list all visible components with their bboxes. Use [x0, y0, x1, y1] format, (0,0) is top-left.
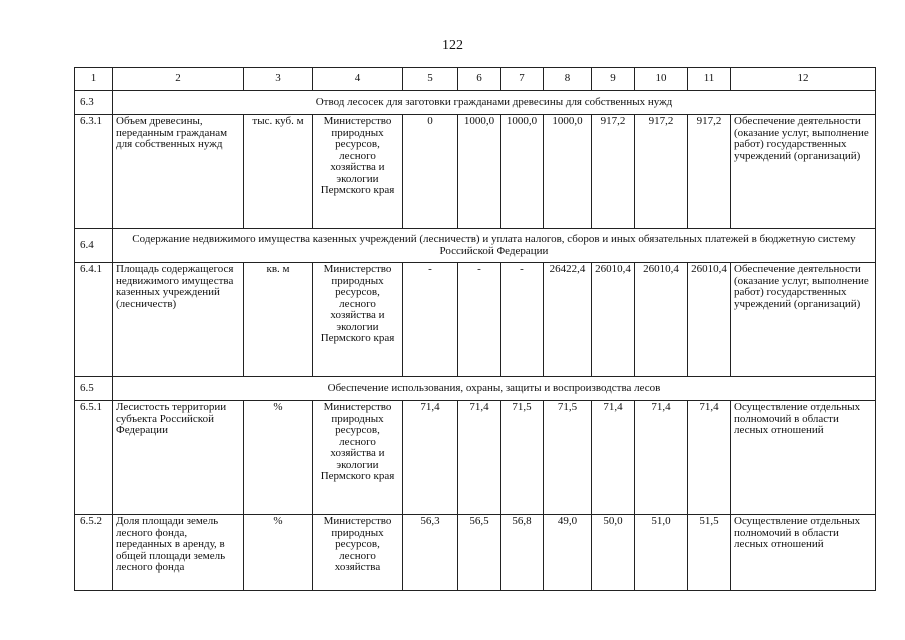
unit-cell: % — [244, 515, 313, 591]
table-row — [75, 115, 876, 229]
value-cell: 56,5 — [458, 515, 501, 591]
column-header: 10 — [635, 68, 688, 91]
purpose-cell: Обеспечение деятельности (оказание услуг, выполнение работ) государственных учреждений (организаций) — [731, 115, 876, 229]
value-cell: 71,5 — [544, 401, 592, 515]
value-cell: 71,4 — [458, 401, 501, 515]
section-row — [75, 91, 876, 115]
value-cell: 1000,0 — [458, 115, 501, 229]
purpose-cell: Обеспечение деятельности (оказание услуг, выполнение работ) государственных учреждений (организаций) — [731, 263, 876, 377]
column-number-row — [75, 68, 876, 91]
value-cell: 71,4 — [403, 401, 458, 515]
table-row — [75, 263, 876, 377]
section-title: Обеспечение использования, охраны, защиты и воспроизводства лесов — [113, 377, 876, 401]
value-cell: - — [403, 263, 458, 377]
column-header: 12 — [731, 68, 876, 91]
indicator-cell: Площадь содержащегося недвижимого имущества казенных учреждений (лесничеств) — [113, 263, 244, 377]
section-code: 6.3 — [75, 91, 113, 115]
row-code: 6.5.2 — [75, 515, 113, 591]
value-cell: 71,4 — [688, 401, 731, 515]
section-code: 6.4 — [75, 229, 113, 263]
column-header: 8 — [544, 68, 592, 91]
value-cell: 917,2 — [592, 115, 635, 229]
value-cell: 26010,4 — [592, 263, 635, 377]
indicators-table — [74, 67, 876, 591]
value-cell: 56,8 — [501, 515, 544, 591]
indicator-cell: Доля площади земель лесного фонда, переданных в аренду, в общей площади земель лесного фонда — [113, 515, 244, 591]
table-row — [75, 515, 876, 591]
column-header: 2 — [113, 68, 244, 91]
value-cell: - — [501, 263, 544, 377]
value-cell: 50,0 — [592, 515, 635, 591]
value-cell: 1000,0 — [501, 115, 544, 229]
purpose-cell: Осуществление отдельных полномочий в области лесных отношений — [731, 401, 876, 515]
section-code: 6.5 — [75, 377, 113, 401]
section-title: Содержание недвижимого имущества казенных учреждений (лесничеств) и уплата налогов, сборов и иных обязательных платежей в бюджетную систему Российской Федерации — [113, 229, 876, 263]
executor-cell: Министерство природных ресурсов, лесного хозяйства и экологии Пермского края — [313, 115, 403, 229]
value-cell: 0 — [403, 115, 458, 229]
executor-cell: Министерство природных ресурсов, лесного хозяйства и экологии Пермского края — [313, 263, 403, 377]
table-row — [75, 401, 876, 515]
value-cell: 71,4 — [635, 401, 688, 515]
row-code: 6.3.1 — [75, 115, 113, 229]
unit-cell: % — [244, 401, 313, 515]
value-cell: 26422,4 — [544, 263, 592, 377]
value-cell: 26010,4 — [688, 263, 731, 377]
indicator-cell: Лесистость территории субъекта Российской Федерации — [113, 401, 244, 515]
column-header: 6 — [458, 68, 501, 91]
value-cell: 917,2 — [688, 115, 731, 229]
section-row — [75, 377, 876, 401]
column-header: 4 — [313, 68, 403, 91]
unit-cell: тыс. куб. м — [244, 115, 313, 229]
value-cell: 917,2 — [635, 115, 688, 229]
column-header: 9 — [592, 68, 635, 91]
row-code: 6.5.1 — [75, 401, 113, 515]
value-cell: 71,5 — [501, 401, 544, 515]
value-cell: 51,0 — [635, 515, 688, 591]
value-cell: 49,0 — [544, 515, 592, 591]
section-row — [75, 229, 876, 263]
column-header: 3 — [244, 68, 313, 91]
indicator-cell: Объем древесины, переданным гражданам для собственных нужд — [113, 115, 244, 229]
value-cell: 26010,4 — [635, 263, 688, 377]
value-cell: 1000,0 — [544, 115, 592, 229]
value-cell: 56,3 — [403, 515, 458, 591]
page-number: 122 — [442, 38, 463, 53]
value-cell: 51,5 — [688, 515, 731, 591]
column-header: 1 — [75, 68, 113, 91]
column-header: 7 — [501, 68, 544, 91]
value-cell: - — [458, 263, 501, 377]
unit-cell: кв. м — [244, 263, 313, 377]
row-code: 6.4.1 — [75, 263, 113, 377]
value-cell: 71,4 — [592, 401, 635, 515]
section-title: Отвод лесосек для заготовки гражданами древесины для собственных нужд — [113, 91, 876, 115]
executor-cell: Министерство природных ресурсов, лесного хозяйства — [313, 515, 403, 591]
column-header: 5 — [403, 68, 458, 91]
purpose-cell: Осуществление отдельных полномочий в области лесных отношений — [731, 515, 876, 591]
column-header: 11 — [688, 68, 731, 91]
executor-cell: Министерство природных ресурсов, лесного хозяйства и экологии Пермского края — [313, 401, 403, 515]
